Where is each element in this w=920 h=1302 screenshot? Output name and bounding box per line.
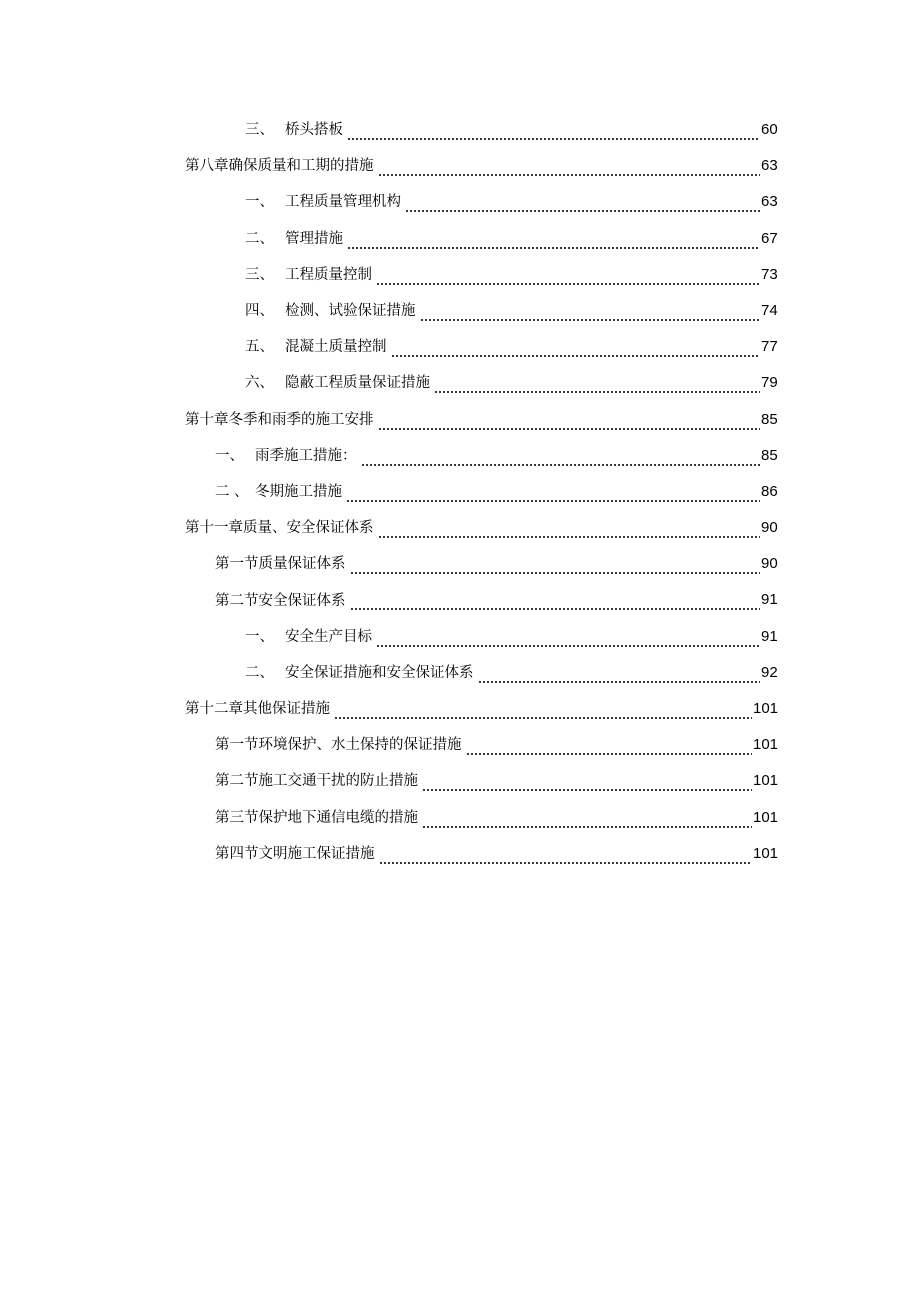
toc-entry-title: 工程质量管理机构 <box>285 194 401 211</box>
toc-entry-label <box>245 627 372 647</box>
toc-entry-title: 桥头搭板 <box>285 122 343 139</box>
toc-entry[interactable] <box>0 546 920 582</box>
toc-entry[interactable] <box>0 727 920 763</box>
toc-entry-number: 第二节 <box>215 773 259 790</box>
toc-entry-label <box>245 373 430 393</box>
toc-leader-dots <box>350 608 760 610</box>
toc-leader-dots <box>391 355 760 357</box>
toc-entry-page: 73 <box>761 265 778 283</box>
toc-leader-dots <box>379 862 752 864</box>
toc-entry-page: 90 <box>761 519 778 537</box>
toc-entry[interactable] <box>0 836 920 872</box>
toc-leader-dots <box>334 717 752 719</box>
toc-entry-number: 六、 <box>245 375 274 392</box>
toc-leader-dots <box>347 138 760 140</box>
toc-leader-dots <box>346 500 760 502</box>
toc-entry-page: 77 <box>761 338 778 356</box>
toc-entry-number: 第十一章 <box>185 520 243 537</box>
toc-entry-number: 二、 <box>245 230 274 247</box>
toc-entry[interactable] <box>0 365 920 401</box>
toc-leader-dots <box>378 536 760 538</box>
toc-entry[interactable] <box>0 763 920 799</box>
toc-entry-title: 隐蔽工程质量保证措施 <box>285 375 430 392</box>
toc-entry-title: 安全生产目标 <box>285 628 372 645</box>
toc-entry-page: 92 <box>761 663 778 681</box>
toc-entry-label <box>245 192 401 212</box>
toc-entry[interactable] <box>0 655 920 691</box>
toc-entry-number: 五、 <box>245 339 274 356</box>
toc-entry[interactable] <box>0 691 920 727</box>
toc-entry-label <box>215 446 357 466</box>
toc-entry-label <box>245 663 474 683</box>
toc-entry-title: 保护地下通信电缆的措施 <box>258 809 418 826</box>
toc-entry-title: 其他保证措施 <box>243 701 330 718</box>
toc-leader-dots <box>378 174 760 176</box>
toc-entry-number: 第一节 <box>215 556 259 573</box>
toc-entry-page: 67 <box>761 229 778 247</box>
toc-entry-title: 混凝土质量控制 <box>285 339 387 356</box>
toc-entry-number: 一、 <box>215 447 244 464</box>
toc-entry-page: 101 <box>753 700 779 717</box>
toc-entry-page: 101 <box>753 808 779 826</box>
toc-entry-label <box>245 337 387 357</box>
toc-entry-number: 一、 <box>245 194 274 211</box>
toc-entry-title: 安全保证措施和安全保证体系 <box>285 664 474 681</box>
toc-entry-page: 79 <box>761 374 778 392</box>
toc-entry-label <box>245 265 372 285</box>
toc-entry-title: 安全保证体系 <box>258 592 346 609</box>
toc-entry-number: 二、 <box>245 664 274 681</box>
toc-entry[interactable] <box>0 582 920 618</box>
toc-entry-number: 二 、 <box>215 483 249 500</box>
toc-entry[interactable] <box>0 402 920 438</box>
toc-leader-dots <box>378 428 760 430</box>
toc-entry-title: 冬期施工措施 <box>255 483 342 500</box>
toc-entry-page: 86 <box>761 482 778 500</box>
toc-entry-page: 91 <box>761 627 778 645</box>
toc-entry-number: 第一节 <box>215 737 259 754</box>
toc-entry-page: 90 <box>761 555 778 573</box>
toc-entry[interactable] <box>0 474 920 510</box>
toc-entry-label <box>215 771 418 791</box>
toc-leader-dots <box>478 681 760 683</box>
toc-entry-label <box>215 844 375 864</box>
toc-leader-dots <box>422 789 752 791</box>
toc-leader-dots <box>376 283 760 285</box>
toc-entry-title: 质量保证体系 <box>258 556 346 573</box>
toc-entry-page: 60 <box>761 121 778 138</box>
toc-entry-page: 101 <box>753 772 779 790</box>
toc-entry-label <box>245 229 343 249</box>
toc-entry-label <box>185 699 330 719</box>
toc-entry-label <box>245 301 416 321</box>
toc-entry[interactable] <box>0 329 920 365</box>
toc-entry-label <box>215 591 346 611</box>
toc-leader-dots <box>376 645 760 647</box>
toc-entry[interactable] <box>0 112 920 148</box>
toc-entry[interactable] <box>0 438 920 474</box>
toc-entry[interactable] <box>0 510 920 546</box>
toc-leader-dots <box>420 319 760 321</box>
toc-entry-number: 三、 <box>245 122 274 139</box>
toc-entry-number: 第十章 <box>185 411 229 428</box>
toc-entry-number: 四、 <box>245 303 274 320</box>
toc-entry[interactable] <box>0 221 920 257</box>
toc-entry-label <box>215 735 462 755</box>
toc-leader-dots <box>350 572 760 574</box>
table-of-contents <box>0 112 920 872</box>
toc-entry-title: 检测、试验保证措施 <box>285 303 416 320</box>
toc-entry-page: 63 <box>761 193 778 211</box>
toc-entry-number: 第二节 <box>215 592 259 609</box>
toc-entry[interactable] <box>0 619 920 655</box>
toc-entry-label <box>185 156 374 176</box>
toc-entry-title: 质量、安全保证体系 <box>243 520 374 537</box>
toc-entry[interactable] <box>0 257 920 293</box>
toc-entry[interactable] <box>0 800 920 836</box>
toc-leader-dots <box>466 753 752 755</box>
toc-entry[interactable] <box>0 148 920 184</box>
toc-leader-dots <box>422 826 752 828</box>
toc-leader-dots <box>347 247 760 249</box>
toc-entry-label <box>185 518 374 538</box>
toc-entry-title: 冬季和雨季的施工安排 <box>228 411 374 428</box>
toc-entry-title: 管理措施 <box>285 230 343 247</box>
toc-entry-page: 101 <box>753 736 779 754</box>
toc-entry-label <box>185 410 374 430</box>
toc-entry-number: 第三节 <box>215 809 259 826</box>
toc-entry-page: 85 <box>761 446 778 464</box>
toc-entry-label <box>215 554 346 574</box>
toc-leader-dots <box>405 210 760 212</box>
toc-entry-label <box>215 808 418 828</box>
toc-entry-page: 85 <box>761 410 778 428</box>
toc-entry-number: 一、 <box>245 628 274 645</box>
toc-entry-title: 环境保护、水土保持的保证措施 <box>258 737 462 754</box>
toc-entry[interactable] <box>0 293 920 329</box>
toc-entry-label <box>245 120 343 140</box>
toc-entry-number: 三、 <box>245 266 274 283</box>
toc-leader-dots <box>361 464 760 466</box>
toc-entry-number: 第八章 <box>185 158 229 175</box>
toc-entry-label <box>215 482 342 502</box>
toc-entry-page: 91 <box>761 591 778 609</box>
toc-entry-number: 第四节 <box>215 845 259 862</box>
toc-entry-page: 63 <box>761 157 778 175</box>
toc-entry-title: 文明施工保证措施 <box>258 845 375 862</box>
toc-entry-title: 雨季施工措施： <box>255 447 357 464</box>
toc-entry-title: 施工交通干扰的防止措施 <box>258 773 418 790</box>
toc-entry-number: 第十二章 <box>185 701 243 718</box>
toc-entry[interactable] <box>0 184 920 220</box>
toc-entry-page: 74 <box>761 301 778 319</box>
toc-entry-page: 101 <box>753 844 779 862</box>
toc-entry-title: 确保质量和工期的措施 <box>228 158 374 175</box>
toc-entry-title: 工程质量控制 <box>285 266 372 283</box>
toc-leader-dots <box>434 391 760 393</box>
